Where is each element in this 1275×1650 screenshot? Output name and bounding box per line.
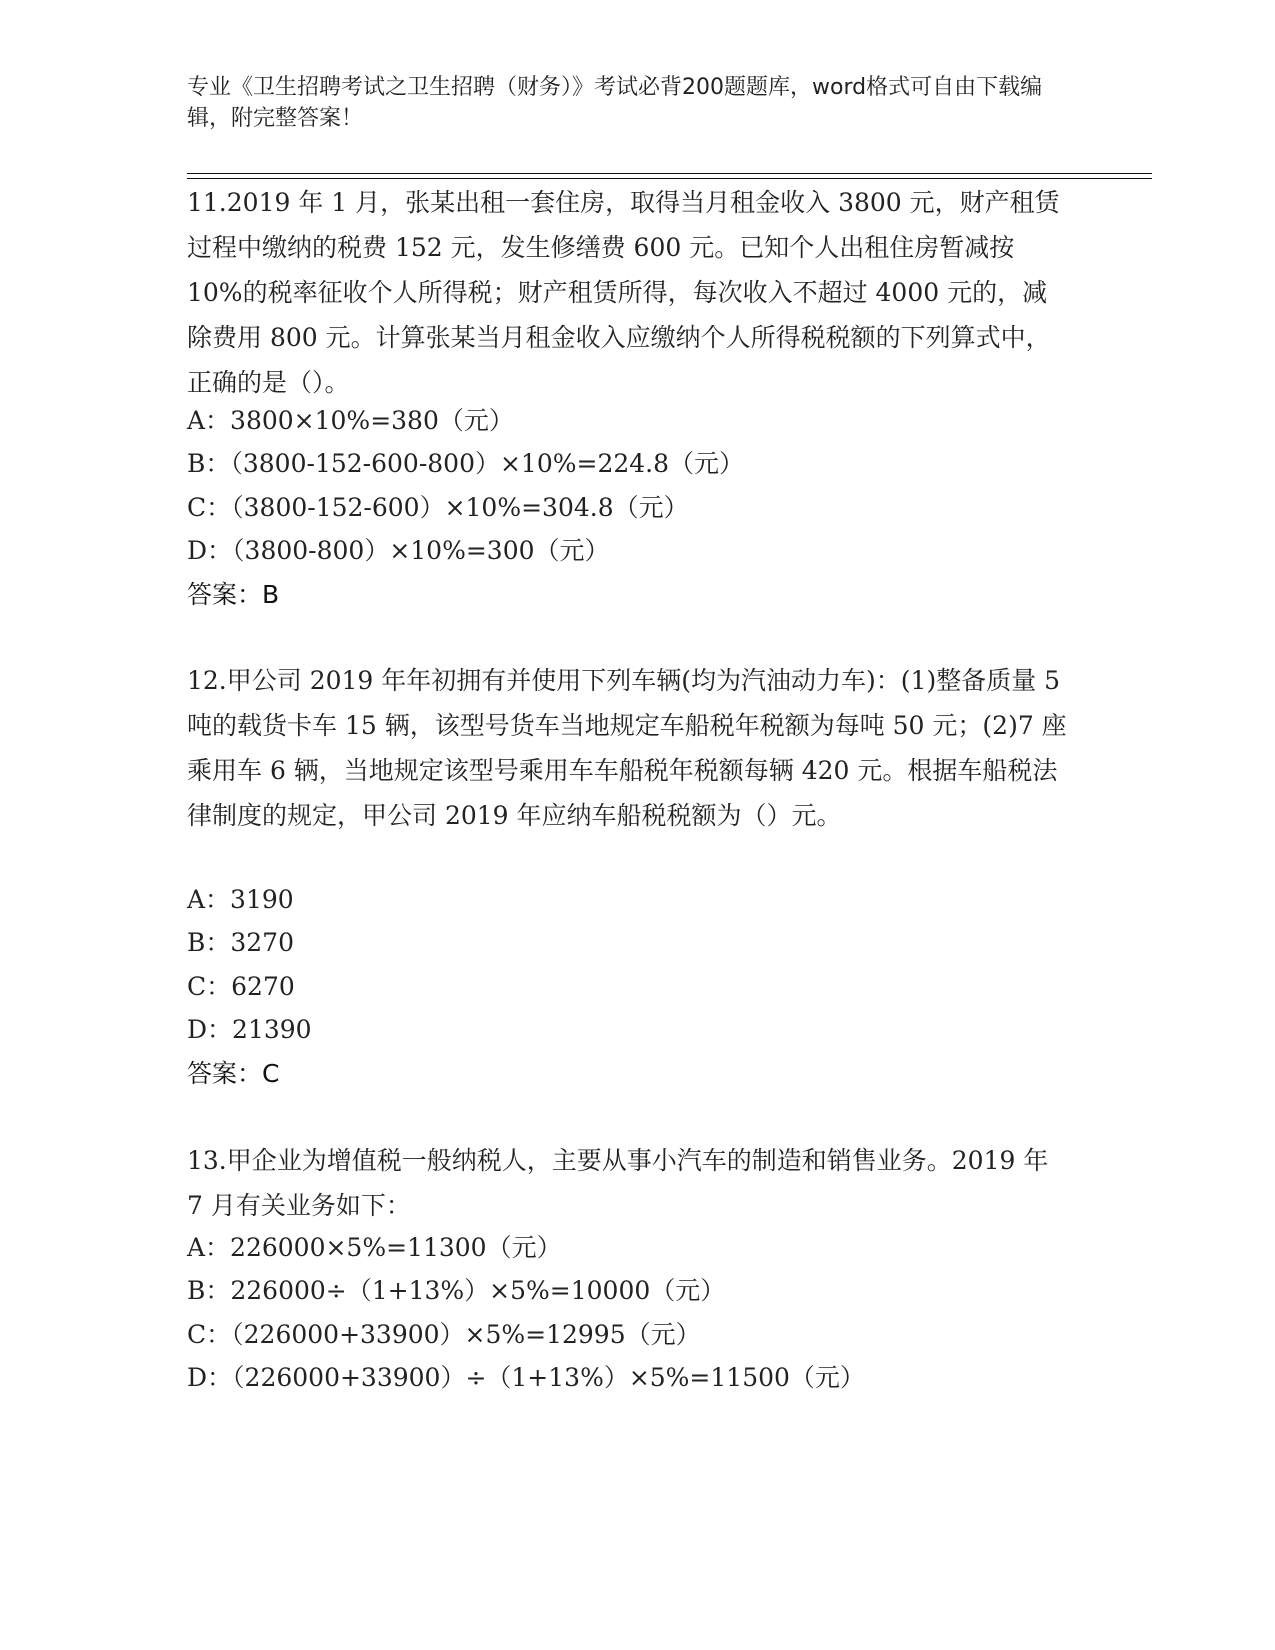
question-13-text: 13.甲企业为增值税一般纳税人，主要从事小汽车的制造和销售业务。2019 年 7 月有关业务如下：: [187, 1146, 1049, 1220]
question-13-option-a: A：226000×5%=11300（元）: [187, 1233, 562, 1262]
question-13-option-d: D：（226000+33900）÷（1+13%）×5%=11500（元）: [187, 1363, 865, 1392]
question-12-option-a: A：3190: [187, 885, 294, 914]
question-13-option-b: B：226000÷（1+13%）×5%=10000（元）: [187, 1276, 726, 1305]
header-divider-bottom: [187, 178, 1152, 179]
document-header: 专业《卫生招聘考试之卫生招聘（财务）》考试必背200题题库，word格式可自由下载编辑，附完整答案！: [187, 75, 1043, 131]
question-11-text: 11.2019 年 1 月，张某出租一套住房，取得当月租金收入 3800 元，财产租赁过程中缴纳的税费 152 元，发生修缮费 600 元。已知个人出租住房暂减按 10%的税率征收个人所得税；财产租赁所得，每次收入不超过 4000 元的，减除费用 800 元。计算张某当月租金收入应缴纳个人所得税税额的下列算式中，正确的是（）。: [187, 188, 1060, 397]
question-11-option-a: A：3800×10%=380（元）: [187, 406, 514, 435]
header-divider-top: [187, 173, 1152, 174]
question-11-option-d: D：（3800-800）×10%=300（元）: [187, 536, 610, 565]
question-12-option-b: B：3270: [187, 928, 294, 957]
question-12-answer: 答案：C: [187, 1059, 280, 1088]
question-12-option-c: C：6270: [187, 972, 295, 1001]
question-12-option-d: D：21390: [187, 1015, 312, 1044]
question-11-option-c: C：（3800-152-600）×10%=304.8（元）: [187, 493, 689, 522]
question-11-answer: 答案：B: [187, 580, 280, 609]
question-11-option-b: B：（3800-152-600-800）×10%=224.8（元）: [187, 449, 745, 478]
question-13-option-c: C：（226000+33900）×5%=12995（元）: [187, 1320, 701, 1349]
question-12-text: 12.甲公司 2019 年年初拥有并使用下列车辆(均为汽油动力车)：(1)整备质量 5 吨的载货卡车 15 辆，该型号货车当地规定车船税年税额为每吨 50 元；(2)7 座乘用车 6 辆，当地规定该型号乘用车车船税年税额每辆 420 元。根据车船税法律制度的规定，甲公司 2019 年应纳车船税税额为（）元。: [187, 666, 1067, 830]
